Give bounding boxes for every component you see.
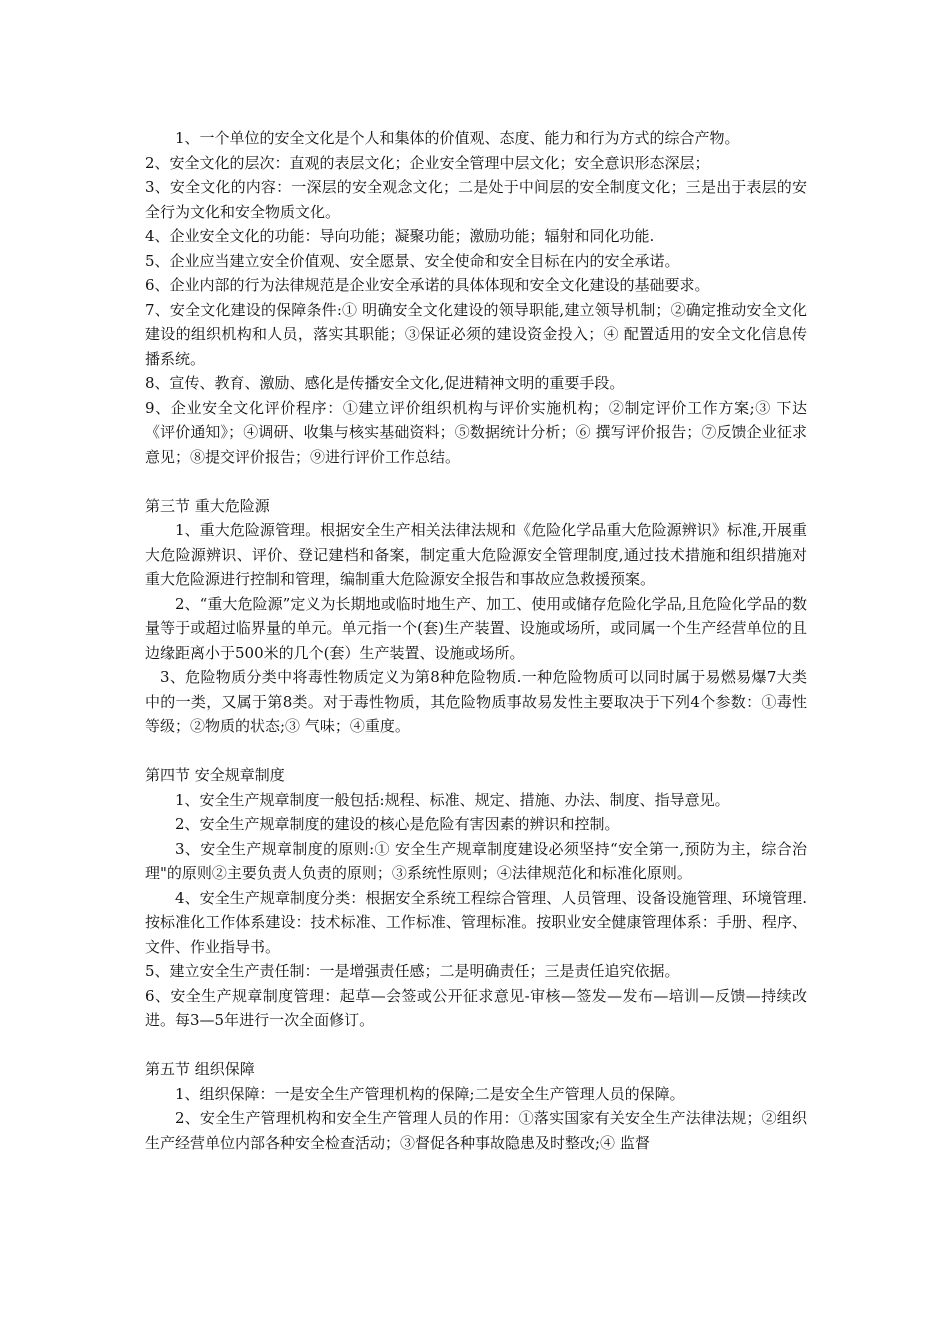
paragraph: 1、一个单位的安全文化是个人和集体的价值观、态度、能力和行为方式的综合产物。 bbox=[175, 129, 740, 147]
paragraph: 4、企业安全文化的功能：导向功能；凝聚功能；激励功能；辐射和同化功能. bbox=[145, 227, 655, 245]
paragraph: 5、建立安全生产责任制：一是增强责任感；二是明确责任；三是责任追究依据。 bbox=[145, 962, 680, 980]
section-heading: 第四节 安全规章制度 bbox=[145, 766, 285, 784]
paragraph: 2、安全文化的层次：直观的表层文化；企业安全管理中层文化；安全意识形态深层； bbox=[145, 153, 710, 172]
paragraph: 8、宣传、教育、激励、感化是传播安全文化,促进精神文明的重要手段。 bbox=[145, 374, 625, 392]
paragraph: 6、安全生产规章制度管理：起草—会签或公开征求意见-审核—签发—发布—培训—反馈—持续改进。每3—5年进行一次全面修订。 bbox=[145, 986, 807, 1029]
section-major-hazards bbox=[145, 494, 807, 739]
section-gap bbox=[145, 1033, 807, 1058]
document-page bbox=[145, 126, 807, 1155]
paragraph: 3、安全生产规章制度的原则:① 安全生产规章制度建设必须坚持“安全第一,预防为主，综合治理"的原则②主要负责人负责的原则；③系统性原则；④法律规范化和标准化原则。 bbox=[145, 839, 807, 882]
paragraph: 2、安全生产管理机构和安全生产管理人员的作用：①落实国家有关安全生产法律法规；②组织生产经营单位内部各种安全检查活动；③督促各种事故隐患及时整改;④ 监督 bbox=[145, 1109, 807, 1152]
section-organizational-support bbox=[145, 1057, 807, 1155]
paragraph: 3、危险物质分类中将毒性物质定义为第8种危险物质.一种危险物质可以同时属于易燃易爆7大类中的一类，又属于第8类。对于毒性物质，其危险物质事故易发性主要取决于下列4个参数：①毒性等级；②物质的状态;③ 气味；④重度。 bbox=[145, 668, 807, 735]
section-safety-culture bbox=[145, 126, 807, 469]
section-gap bbox=[145, 469, 807, 494]
paragraph: 1、重大危险源管理。根据安全生产相关法律法规和《危险化学品重大危险源辨识》标准,开展重大危险源辨识、评价、登记建档和备案，制定重大危险源安全管理制度,通过技术措施和组织措施对重大危险源进行控制和管理，编制重大危险源安全报告和事故应急救援预案。 bbox=[145, 521, 807, 588]
section-heading: 第三节 重大危险源 bbox=[145, 496, 270, 515]
paragraph: 2、安全生产规章制度的建设的核心是危险有害因素的辨识和控制。 bbox=[175, 815, 620, 833]
paragraph: 2、“重大危险源”定义为长期地或临时地生产、加工、使用或储存危险化学品,且危险化学品的数量等于或超过临界量的单元。单元指一个(套)生产装置、设施或场所，或同属一个生产经营单位的且边缘距离小于500米的几个(套）生产装置、设施或场所。 bbox=[145, 594, 807, 662]
paragraph: 1、安全生产规章制度一般包括:规程、标准、规定、措施、办法、制度、指导意见。 bbox=[175, 790, 730, 809]
paragraph: 9、企业安全文化评价程序：①建立评价组织机构与评价实施机构；②制定评价工作方案;③ 下达《评价通知》；④调研、收集与核实基础资料；⑤数据统计分析；⑥ 撰写评价报告；⑦反馈企业征求意见；⑧提交评价报告；⑨进行评价工作总结。 bbox=[145, 398, 807, 466]
section-safety-rules bbox=[145, 763, 807, 1033]
paragraph: 1、组织保障：一是安全生产管理机构的保障;二是安全生产管理人员的保障。 bbox=[175, 1084, 685, 1103]
paragraph: 7、安全文化建设的保障条件:① 明确安全文化建设的领导职能,建立领导机制；②确定推动安全文化建设的组织机构和人员，落实其职能；③保证必须的建设资金投入；④ 配置适用的安全文化信息传播系统。 bbox=[145, 300, 807, 368]
section-gap bbox=[145, 739, 807, 764]
paragraph: 5、企业应当建立安全价值观、安全愿景、安全使命和安全目标在内的安全承诺。 bbox=[145, 251, 680, 270]
section-heading: 第五节 组织保障 bbox=[145, 1060, 255, 1078]
paragraph: 3、安全文化的内容：一深层的安全观念文化；二是处于中间层的安全制度文化；三是出于表层的安全行为文化和安全物质文化。 bbox=[145, 178, 807, 221]
paragraph: 4、安全生产规章制度分类：根据安全系统工程综合管理、人员管理、设备设施管理、环境管理.按标准化工作体系建设：技术标准、工作标准、管理标准。按职业安全健康管理体系：手册、程序、文件、作业指导书。 bbox=[145, 888, 807, 956]
paragraph: 6、企业内部的行为法律规范是企业安全承诺的具体体现和安全文化建设的基础要求。 bbox=[145, 276, 710, 294]
